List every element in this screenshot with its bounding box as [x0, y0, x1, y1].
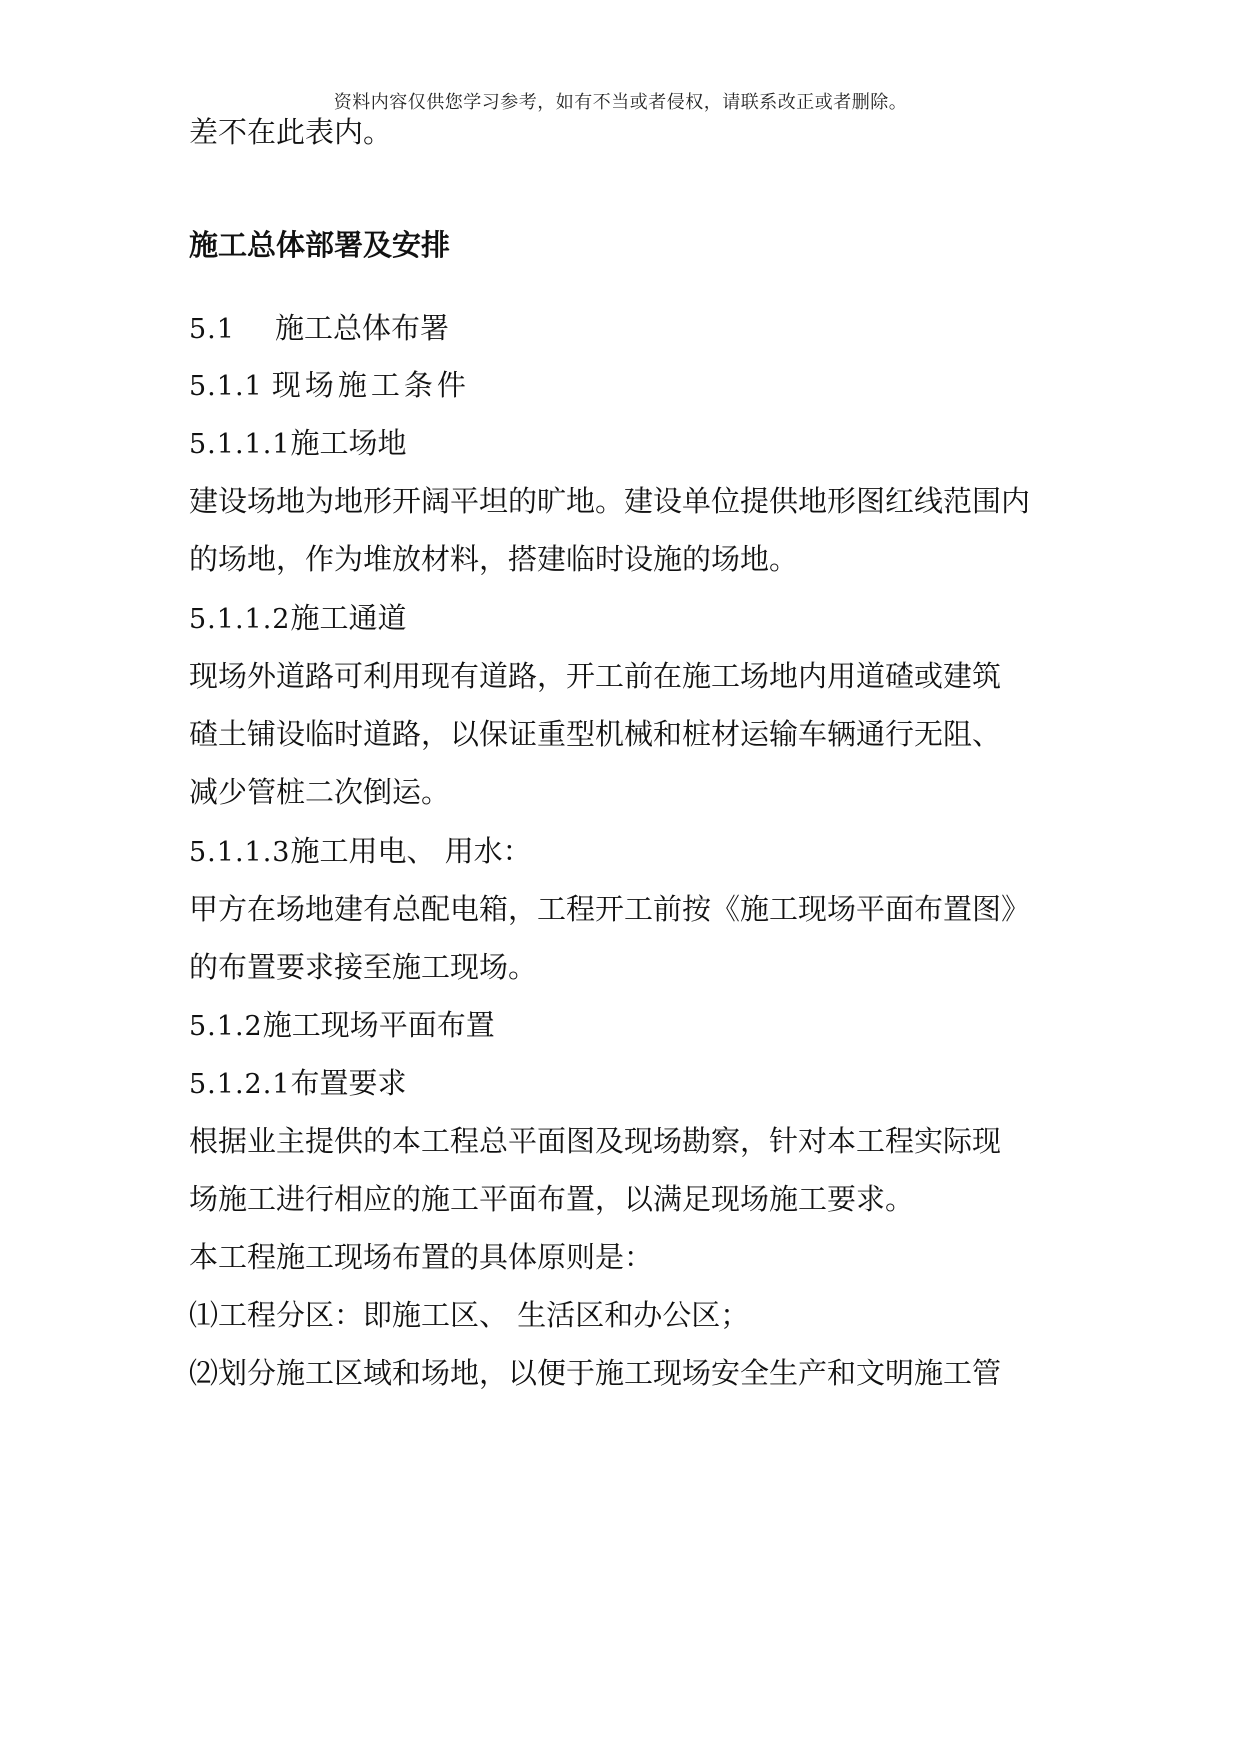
heading-5-1: [189, 309, 449, 349]
heading-number: 5.1.1.2: [189, 604, 291, 635]
heading-text: 施工通道: [290, 601, 407, 635]
heading-text: 施工用电、 用水：: [290, 834, 532, 868]
heading-5-1-1-1: [189, 424, 406, 464]
heading-text: 施工总体布署: [274, 311, 449, 345]
paragraph-line: 场施工进行相应的施工平面布置，以满足现场施工要求。: [189, 1182, 915, 1216]
section-title: 施工总体部署及安排: [189, 228, 451, 262]
heading-number: 5.1.1.1: [189, 429, 291, 460]
heading-number: 5.1.1: [189, 371, 263, 402]
heading-text: 布置要求: [290, 1066, 407, 1100]
heading-number: 5.1: [189, 314, 235, 345]
header-disclaimer: 资料内容仅供您学习参考，如有不当或者侵权，请联系改正或者删除。: [333, 92, 908, 113]
heading-number: 5.1.2: [189, 1011, 263, 1042]
heading-5-1-1-3: [189, 832, 532, 872]
paragraph-line: 的布置要求接至施工现场。: [189, 950, 538, 984]
heading-5-1-1: [189, 366, 470, 406]
paragraph-line: 减少管桩二次倒运。: [189, 775, 451, 809]
heading-text: 施工场地: [290, 426, 407, 460]
heading-text: 施工现场平面布置: [262, 1008, 495, 1042]
list-item: ⑵划分施工区域和场地，以便于施工现场安全生产和文明施工管: [189, 1356, 1002, 1390]
paragraph-line: 本工程施工现场布置的具体原则是：: [189, 1240, 654, 1274]
heading-5-1-2: [189, 1006, 495, 1046]
heading-5-1-2-1: [189, 1064, 406, 1104]
paragraph-line: 现场外道路可利用现有道路，开工前在施工场地内用道碴或建筑: [189, 659, 1002, 693]
heading-number: 5.1.2.1: [189, 1069, 291, 1100]
heading-text: 现场施工条件: [271, 368, 470, 402]
heading-5-1-1-2: [189, 599, 406, 639]
paragraph-line: 甲方在场地建有总配电箱，工程开工前按《施工现场平面布置图》: [189, 892, 1031, 926]
paragraph-line: 建设场地为地形开阔平坦的旷地。建设单位提供地形图红线范围内: [189, 484, 1031, 518]
list-item: ⑴工程分区：即施工区、 生活区和办公区；: [189, 1298, 750, 1332]
paragraph-line: 的场地，作为堆放材料，搭建临时设施的场地。: [189, 542, 799, 576]
paragraph-line: 碴土铺设临时道路，以保证重型机械和桩材运输车辆通行无阻、: [189, 717, 1002, 751]
continuation-text: 差不在此表内。: [189, 115, 393, 149]
heading-number: 5.1.1.3: [189, 837, 291, 868]
paragraph-line: 根据业主提供的本工程总平面图及现场勘察，针对本工程实际现: [189, 1124, 1002, 1158]
